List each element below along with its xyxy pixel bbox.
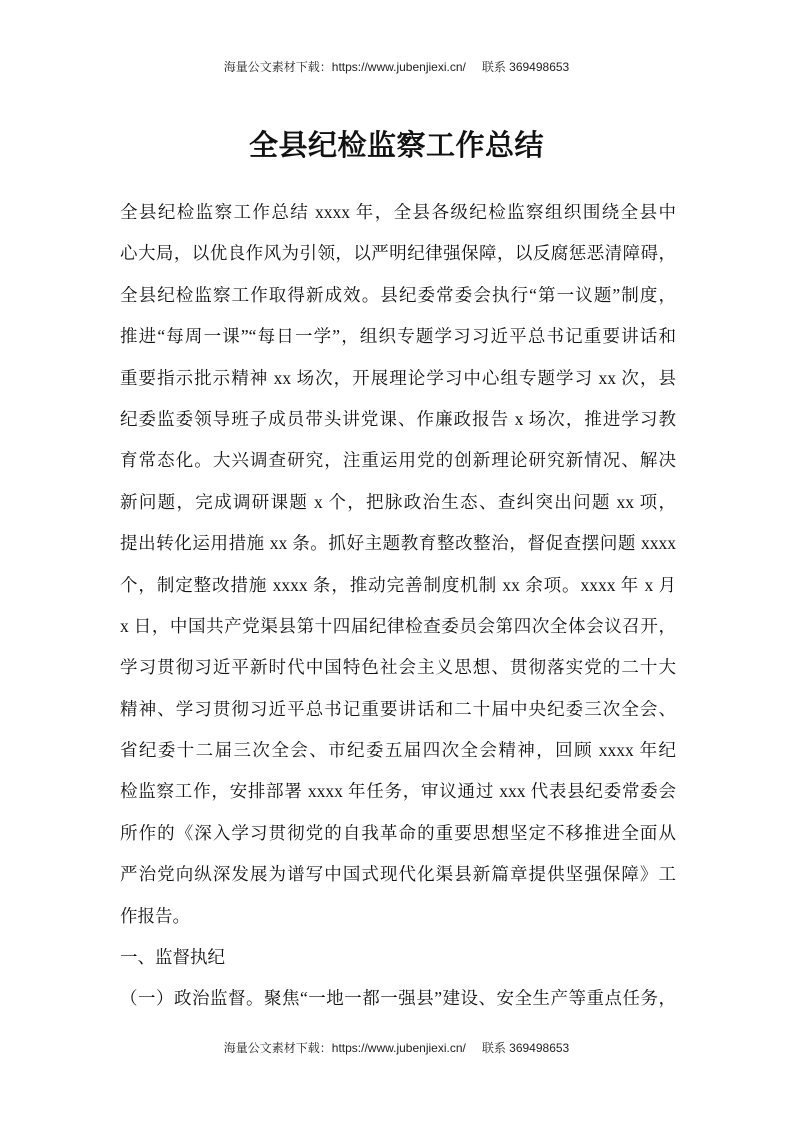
header-label: 海量公文素材下载： [223,60,332,74]
body-line: 学习贯彻习近平新时代中国特色社会主义思想、贯彻落实党的二十大 [120,657,676,678]
document-body [120,192,676,1020]
header-url: https://www.jubenjiexi.cn/ [331,60,466,74]
footer-url: https://www.jubenjiexi.cn/ [331,1041,466,1055]
document-title: 全县纪检监察工作总结 [248,128,544,162]
body-line: 重要指示批示精神 xx 场次，开展理论学习中心组专题学习 xx 次，县 [120,367,676,388]
body-line: 心大局，以优良作风为引领，以严明纪律强保障，以反腐惩恶清障碍， [120,243,676,264]
body-line: 个，制定整改措施 xxxx 条，推动完善制度机制 xx 余项。xxxx 年 x 月 [120,574,676,595]
body-line: 全县纪检监察工作总结 xxxx 年，全县各级纪检监察组织围绕全县中 [120,202,676,222]
section-heading: 一、监督执纪 [120,947,225,968]
page-header [0,57,793,77]
body-line: 精神、学习贯彻习近平总书记重要讲话和二十届中央纪委三次全会、 [120,698,676,719]
body-line: 推进“每周一课”“每日一学”，组织专题学习习近平总书记重要讲话和 [120,326,676,347]
footer-label: 海量公文素材下载： [223,1041,332,1055]
page-footer [0,1038,793,1058]
footer-contact: 联系 369498653 [481,1041,570,1055]
subsection-line: （一）政治监督。聚焦“一地一都一强县”建设、安全生产等重点任务， [120,988,676,1009]
body-line: 所作的《深入学习贯彻党的自我革命的重要思想坚定不移推进全面从 [120,822,676,843]
body-line: x 日，中国共产党渠县第十四届纪律检查委员会第四次全体会议召开， [120,615,676,636]
body-line: 检监察工作，安排部署 xxxx 年任务，审议通过 xxx 代表县纪委常委会 [120,781,676,802]
body-line: 严治党向纵深发展为谱写中国式现代化渠县新篇章提供坚强保障》工 [120,864,676,885]
body-line: 育常态化。大兴调查研究，注重运用党的创新理论研究新情况、解决 [120,450,676,471]
header-contact: 联系 369498653 [481,60,570,74]
body-line: 提出转化运用措施 xx 条。抓好主题教育整改整治，督促查摆问题 xxxx [120,533,676,554]
body-line: 省纪委十二届三次全会、市纪委五届四次全会精神，回顾 xxxx 年纪 [120,740,676,761]
body-line: 纪委监委领导班子成员带头讲党课、作廉政报告 x 场次，推进学习教 [120,408,676,429]
body-line: 全县纪检监察工作取得新成效。县纪委常委会执行“第一议题”制度， [120,284,676,305]
body-line-paragraph-end: 作报告。 [120,905,190,926]
body-line: 新问题，完成调研课题 x 个，把脉政治生态、查纠突出问题 xx 项， [120,491,676,512]
